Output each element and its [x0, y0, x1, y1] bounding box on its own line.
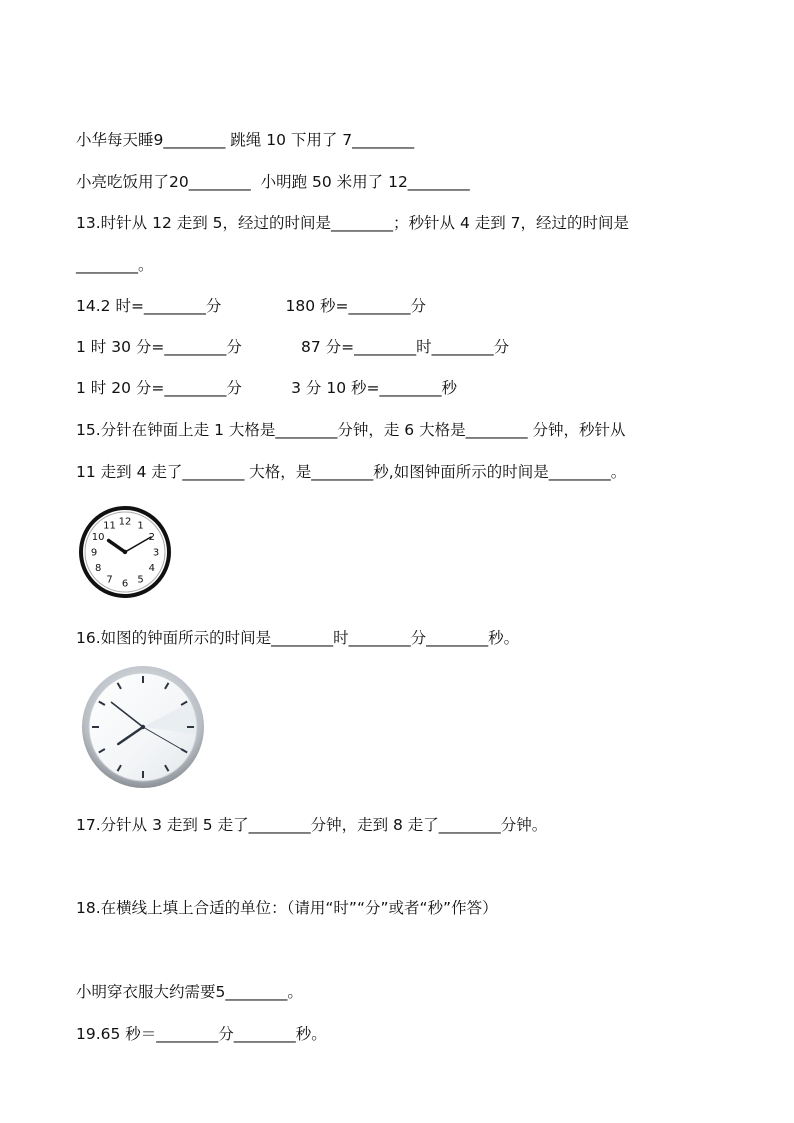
question-line-sleep-rope: 小华每天睡9________ 跳绳 10 下用了 7________	[76, 131, 415, 149]
question-13-line-1: 13.时针从 12 走到 5，经过的时间是________；秒针从 4 走到 7，经过的时间是	[76, 214, 630, 232]
question-13-line-2: ________。	[76, 256, 154, 274]
clock-number: 1	[137, 520, 144, 532]
clock-figure-15	[76, 502, 174, 602]
clock-number: 2	[148, 532, 156, 543]
clock-number: 3	[152, 547, 160, 559]
question-18-item: 小明穿衣服大约需要5________。	[76, 983, 303, 1001]
question-17-line: 17.分针从 3 走到 5 走了________分钟，走到 8 走了________分钟。	[76, 816, 548, 834]
question-14-line-1: 14.2 时=________分 180 秒=________分	[76, 297, 426, 315]
clock-number: 6	[121, 578, 129, 590]
question-14-line-3: 1 时 20 分=________分 3 分 10 秒=________秒	[76, 379, 457, 397]
clock-number: 4	[148, 563, 156, 574]
question-19-line: 19.65 秒＝________分________秒。	[76, 1025, 327, 1043]
clock-number: 8	[94, 563, 102, 574]
question-15-line-2: 11 走到 4 走了________ 大格，是________秒,如图钟面所示的时间是________。	[76, 463, 627, 481]
clock-number: 7	[106, 574, 113, 586]
question-15-line-1: 15.分针在钟面上走 1 大格是________分钟，走 6 大格是________ 分钟，秒针从	[76, 421, 626, 439]
question-14-line-2: 1 时 30 分=________分 87 分=________时________分	[76, 338, 510, 356]
question-line-meal-run: 小亮吃饭用了20________ 小明跑 50 米用了 12________	[76, 173, 470, 191]
clock-number: 12	[118, 516, 132, 528]
clock-number: 5	[137, 574, 144, 586]
clock-number: 9	[90, 547, 98, 559]
question-16-line: 16.如图的钟面所示的时间是________时________分________秒。	[76, 629, 520, 647]
clock-figure-16	[78, 664, 208, 790]
clock-number: 10	[91, 532, 105, 543]
question-18-line: 18.在横线上填上合适的单位：（请用“时”“分”或者“秒”作答）	[76, 899, 498, 917]
clock-number: 11	[103, 520, 116, 532]
